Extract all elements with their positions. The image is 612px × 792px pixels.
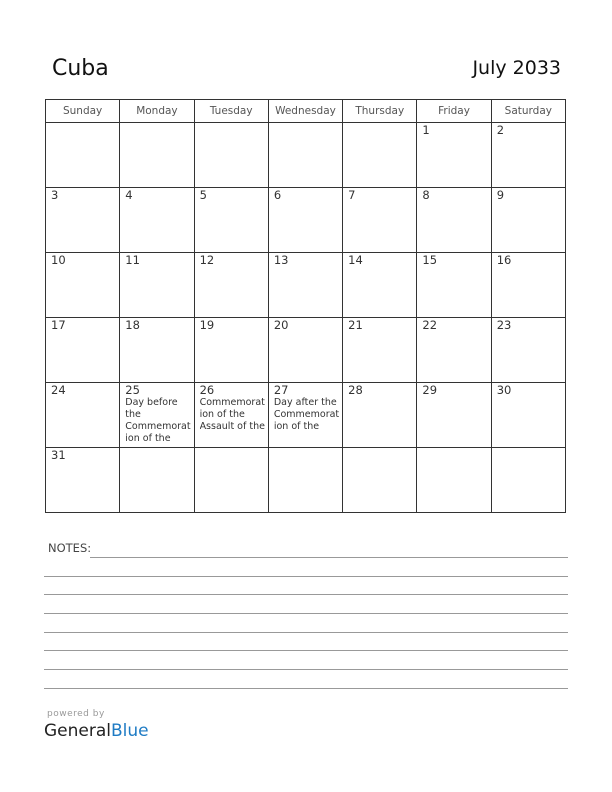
day-number: 29 xyxy=(422,383,438,397)
day-number: 30 xyxy=(496,383,512,397)
day-cell[interactable] xyxy=(46,318,120,383)
month-year-title: July 2033 xyxy=(472,57,561,79)
day-number: 27 xyxy=(273,383,289,397)
day-cell[interactable] xyxy=(343,383,417,448)
day-number: 9 xyxy=(496,188,505,202)
holiday-event: Day before the Commemoration of the xyxy=(125,397,191,444)
weekday-thursday: Thursday xyxy=(343,100,417,123)
note-line xyxy=(44,632,568,633)
calendar-grid xyxy=(45,99,566,513)
day-cell[interactable] xyxy=(343,448,417,513)
day-cell[interactable] xyxy=(268,383,342,448)
day-cell[interactable] xyxy=(268,318,342,383)
day-cell[interactable] xyxy=(268,253,342,318)
day-number: 25 xyxy=(125,383,140,397)
day-number: 2 xyxy=(496,123,505,137)
weekday-friday: Friday xyxy=(417,100,491,123)
day-cell[interactable] xyxy=(343,123,417,188)
note-line xyxy=(44,576,568,577)
day-cell[interactable] xyxy=(417,448,491,513)
day-number: 13 xyxy=(273,253,289,267)
day-number: 6 xyxy=(273,188,282,202)
day-number: 24 xyxy=(51,383,66,397)
day-cell[interactable] xyxy=(417,383,491,448)
day-cell[interactable] xyxy=(491,253,565,318)
day-cell[interactable] xyxy=(268,188,342,253)
day-number: 3 xyxy=(51,188,59,202)
weekday-saturday: Saturday xyxy=(491,100,565,123)
week-row xyxy=(46,383,566,448)
day-number: 17 xyxy=(51,318,66,332)
day-cell[interactable] xyxy=(417,123,491,188)
note-line xyxy=(44,669,568,670)
day-cell[interactable] xyxy=(194,318,268,383)
day-cell[interactable] xyxy=(194,448,268,513)
weekday-sunday: Sunday xyxy=(46,100,120,123)
day-cell[interactable] xyxy=(46,188,120,253)
brand-logo[interactable] xyxy=(44,721,149,741)
day-cell[interactable] xyxy=(491,188,565,253)
day-cell[interactable] xyxy=(491,123,565,188)
day-cell[interactable] xyxy=(120,253,194,318)
day-number: 12 xyxy=(199,253,215,267)
day-cell[interactable] xyxy=(343,318,417,383)
day-cell[interactable] xyxy=(46,253,120,318)
day-number: 11 xyxy=(125,253,140,267)
day-number: 20 xyxy=(273,318,289,332)
day-cell[interactable] xyxy=(268,448,342,513)
day-cell[interactable] xyxy=(194,188,268,253)
day-number: 22 xyxy=(422,318,438,332)
powered-by-text: powered by xyxy=(47,709,105,719)
week-row xyxy=(46,318,566,383)
day-number: 26 xyxy=(199,383,215,397)
day-number: 16 xyxy=(496,253,512,267)
day-number: 4 xyxy=(125,188,133,202)
day-number: 1 xyxy=(422,123,430,137)
day-number: 8 xyxy=(422,188,430,202)
day-cell[interactable] xyxy=(417,188,491,253)
day-cell[interactable] xyxy=(46,123,120,188)
day-cell[interactable] xyxy=(120,188,194,253)
day-number: 7 xyxy=(348,188,356,202)
day-number: 19 xyxy=(199,318,215,332)
day-number: 10 xyxy=(51,253,66,267)
day-cell[interactable] xyxy=(46,383,120,448)
note-line xyxy=(44,688,568,689)
day-number: 18 xyxy=(125,318,140,332)
week-row xyxy=(46,448,566,513)
day-cell[interactable] xyxy=(194,123,268,188)
weekday-header-row xyxy=(46,100,566,123)
day-cell[interactable] xyxy=(343,253,417,318)
holiday-event: Day after the Commemoration of the xyxy=(273,397,340,432)
day-cell[interactable] xyxy=(120,448,194,513)
day-number: 28 xyxy=(348,383,363,397)
day-cell[interactable] xyxy=(120,318,194,383)
day-cell[interactable] xyxy=(194,253,268,318)
brand-blue: Blue xyxy=(111,721,149,741)
day-cell[interactable] xyxy=(491,318,565,383)
day-cell[interactable] xyxy=(417,318,491,383)
weekday-monday: Monday xyxy=(120,100,194,123)
day-cell[interactable] xyxy=(46,448,120,513)
week-row xyxy=(46,123,566,188)
day-cell[interactable] xyxy=(343,188,417,253)
day-cell[interactable] xyxy=(120,123,194,188)
day-number: 23 xyxy=(496,318,512,332)
day-number: 21 xyxy=(348,318,363,332)
day-number: 14 xyxy=(348,253,363,267)
country-title: Cuba xyxy=(52,56,109,81)
week-row xyxy=(46,253,566,318)
day-number: 31 xyxy=(51,448,66,462)
day-cell[interactable] xyxy=(194,383,268,448)
day-number: 5 xyxy=(199,188,207,202)
holiday-event: Commemoration of the Assault of the xyxy=(199,397,265,432)
day-cell[interactable] xyxy=(491,383,565,448)
day-number: 15 xyxy=(422,253,438,267)
day-cell[interactable] xyxy=(120,383,194,448)
note-line xyxy=(90,557,568,558)
day-cell[interactable] xyxy=(268,123,342,188)
week-row xyxy=(46,188,566,253)
note-line xyxy=(44,613,568,614)
day-cell[interactable] xyxy=(491,448,565,513)
day-cell[interactable] xyxy=(417,253,491,318)
weekday-wednesday: Wednesday xyxy=(268,100,342,123)
note-line xyxy=(44,594,568,595)
weekday-tuesday: Tuesday xyxy=(194,100,268,123)
note-line xyxy=(44,650,568,651)
brand-general: General xyxy=(44,721,111,741)
notes-label: NOTES: xyxy=(48,541,92,555)
